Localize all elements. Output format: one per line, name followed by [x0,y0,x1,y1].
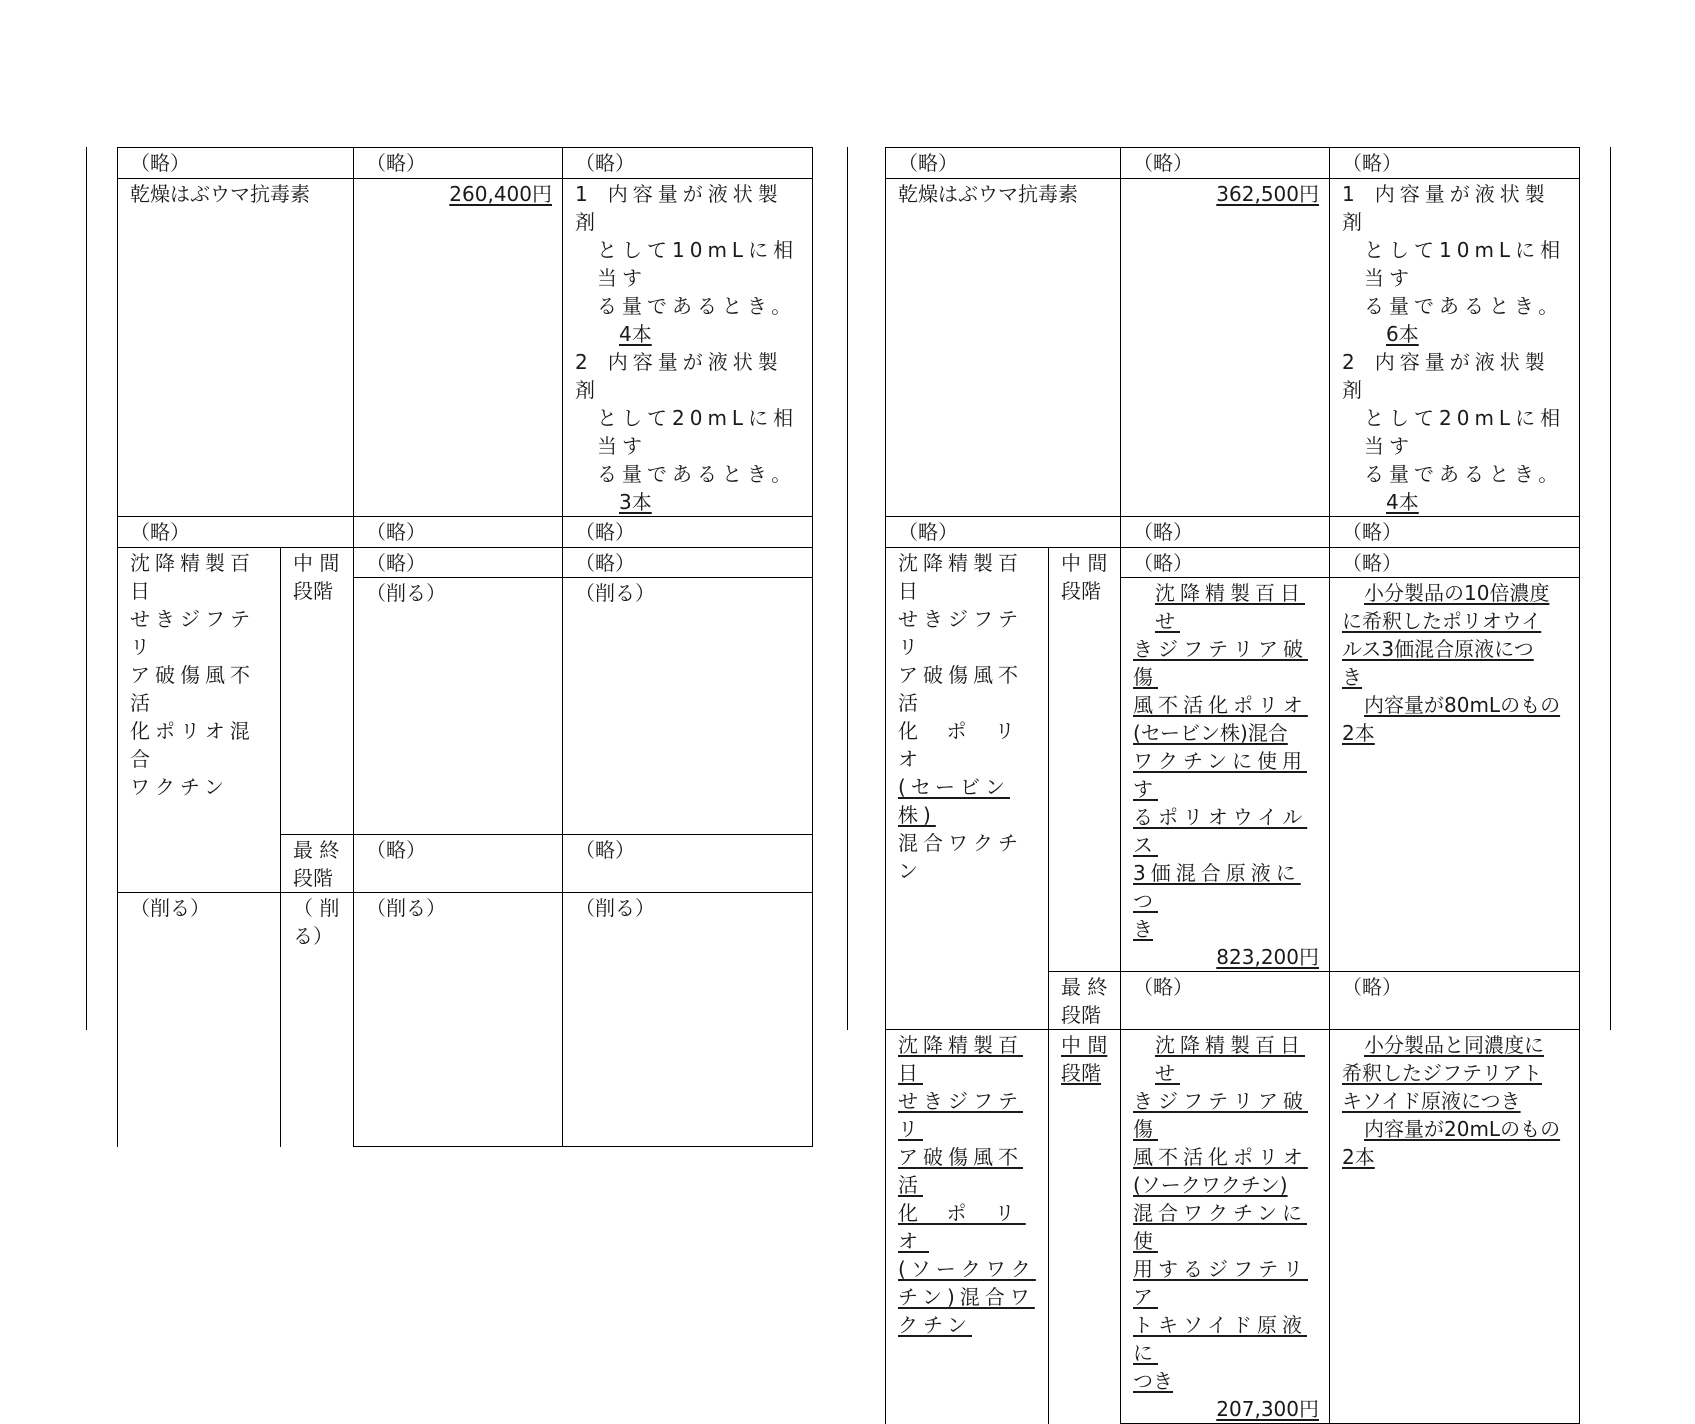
description-line: トキソイド原液に [1133,1313,1307,1365]
condition-line: る量であるとき。 [1364,294,1564,318]
stage-line: 中 間 [1061,1033,1108,1057]
product-name: 乾燥はぶウマ抗毒素 [118,179,354,517]
stage-line: 段階 [293,579,333,603]
quantity-line [1342,320,1569,348]
description-line: 用するジフテリア [1133,1257,1308,1309]
cell-omitted: （略） [1121,548,1330,578]
price-line [1133,1395,1319,1423]
condition-line: る量であるとき。 [597,294,797,318]
quantity: 2本 [1342,721,1375,745]
conditions-cell [1330,179,1580,517]
table-row [886,179,1580,517]
vaccine-name-line: せきジフテリ [130,607,255,659]
stage-line: 段階 [1061,1003,1101,1027]
quantity: 4本 [1386,490,1419,514]
table-row [886,517,1580,548]
cell-omitted: （略） [1330,148,1580,179]
stage-final [281,835,354,893]
stage-line: る） [293,924,333,948]
condition-line [575,180,802,236]
quantity-line [575,320,802,348]
condition-number: 2 [1342,350,1355,374]
condition-line: キソイド原液につき [1342,1089,1521,1113]
stage-line: 中 間 [1061,551,1108,575]
cell-omitted: （略） [1330,517,1580,548]
condition-line: る量であるとき。 [597,462,797,486]
vaccine-name-line: せきジフテリ [898,1089,1023,1141]
condition-line: として10mLに相当す [597,238,799,290]
stage-intermediate [1049,548,1121,972]
stage-line: 段階 [1061,579,1101,603]
stage-intermediate [1049,1030,1121,1424]
condition-line: 小分製品と同濃度に [1364,1033,1544,1057]
condition-line: き [1342,665,1362,689]
stage-line: 最 終 [1061,975,1108,999]
condition-line: として10mLに相当す [1364,238,1566,290]
stage-line: 中 間 [293,551,340,575]
condition-text: 内容量が液状製剤 [1342,182,1550,234]
cell-omitted: （略） [354,548,563,578]
cell-deleted: （削る） [354,893,563,1147]
vaccine-name-line: 混合ワクチン [898,831,1023,883]
table-row [886,1030,1580,1424]
cell-deleted: （削る） [118,893,281,1147]
price: 362,500円 [1216,182,1319,206]
table-row [886,148,1580,179]
cell-omitted: （略） [1121,972,1330,1030]
page-rule-center [847,147,848,1030]
product-name: 乾燥はぶウマ抗毒素 [886,179,1121,517]
table-row [118,517,813,548]
vaccine-name-line: せきジフテリ [898,607,1023,659]
cell-omitted: （略） [563,517,813,548]
description-line: 風不活化ポリオ [1133,1145,1308,1169]
stage-line: 段階 [293,866,333,890]
condition-text: 内容量が液状製剤 [575,182,783,234]
vaccine-name [118,548,281,893]
stage-line: 最 終 [293,838,340,862]
vaccine-name [886,548,1049,1030]
vaccine-name-line: ワクチン [130,775,229,799]
page-rule-left [86,147,87,1030]
cell-omitted: （略） [886,517,1121,548]
cell-omitted: （略） [1330,548,1580,578]
condition-text: 内容量が液状製剤 [575,350,783,402]
cell-omitted: （略） [563,148,813,179]
description-line: き [1133,917,1153,941]
description-line: るポリオウイルス [1133,805,1308,857]
cell-omitted: （略） [1121,517,1330,548]
condition-line: ルス3価混合原液につ [1342,637,1534,661]
condition-line: 希釈したジフテリアト [1342,1061,1542,1085]
condition-number: 1 [575,182,588,206]
description-line: きジフテリア破傷 [1133,1089,1308,1141]
table-before-revision [117,147,813,1147]
table-row [886,548,1580,578]
vaccine-name-line: 化 ポ リ オ [898,1201,1026,1253]
vaccine-name-line: 沈降精製百日 [898,1033,1023,1085]
description-line: (ソークワクチン) [1133,1173,1288,1197]
vaccine-name-line: (セービン株) [898,775,1011,827]
cell-omitted: （略） [118,148,354,179]
vaccine-name-line: ア破傷風不活 [898,1145,1023,1197]
cell-omitted: （略） [1330,972,1580,1030]
vaccine-name-line: 化 ポ リ オ [898,719,1026,771]
price-cell [354,179,563,517]
price: 207,300円 [1216,1397,1319,1421]
table-row [118,548,813,578]
table-after-revision [885,147,1580,1424]
price-line [1133,943,1319,971]
quantity: 3本 [619,490,652,514]
condition-line: として20mLに相当す [1364,406,1566,458]
cell-omitted: （略） [886,148,1121,179]
cell-omitted: （略） [563,835,813,893]
cell-omitted: （略） [354,148,563,179]
condition-line [1342,180,1569,236]
price: 260,400円 [449,182,552,206]
vaccine-name-line: チン)混合ワ [898,1285,1035,1309]
vaccine-name-line: (ソークワク [898,1257,1036,1281]
stage-intermediate [281,548,354,835]
page-rule-right [1610,147,1611,1030]
vaccine-name-line: 沈降精製百日 [130,551,255,603]
stage-line: （ 削 [293,896,340,920]
condition-number: 2 [575,350,588,374]
condition-text: 内容量が液状製剤 [1342,350,1550,402]
condition-line [1342,348,1569,404]
condition-line: 内容量が80mLのもの [1364,693,1561,717]
quantity: 6本 [1386,322,1419,346]
condition-line: に希釈したポリオウイ [1342,609,1542,633]
new-item-conditions [1330,578,1580,972]
cell-omitted: （略） [354,517,563,548]
cell-deleted: （削る） [354,578,563,835]
price-cell [1121,179,1330,517]
stage-deleted [281,893,354,1147]
description-line: 沈降精製百日せ [1155,581,1305,633]
condition-line: 小分製品の10倍濃度 [1364,581,1550,605]
cell-omitted: （略） [563,548,813,578]
stage-final [1049,972,1121,1030]
conditions-cell [563,179,813,517]
condition-line: として20mLに相当す [597,406,799,458]
quantity: 4本 [619,322,652,346]
table-row [118,893,813,1147]
condition-line: 内容量が20mLのもの [1364,1117,1561,1141]
description-line: 3価混合原液につ [1133,861,1301,913]
cell-omitted: （略） [1121,148,1330,179]
quantity-line [1342,488,1569,516]
condition-number: 1 [1342,182,1355,206]
new-item-conditions [1330,1030,1580,1424]
cell-omitted: （略） [354,835,563,893]
price: 823,200円 [1216,945,1319,969]
condition-line [575,348,802,404]
vaccine-name-line: 化ポリオ混合 [130,719,255,771]
vaccine-name-line: ア破傷風不活 [130,663,255,715]
vaccine-name-line: ア破傷風不活 [898,663,1023,715]
quantity: 2本 [1342,1145,1375,1169]
condition-line: る量であるとき。 [1364,462,1564,486]
vaccine-name [886,1030,1049,1424]
description-line: つき [1133,1369,1173,1393]
description-line: (セービン株)混合 [1133,721,1288,745]
cell-deleted: （削る） [563,893,813,1147]
cell-deleted: （削る） [563,578,813,835]
description-line: 風不活化ポリオ [1133,693,1308,717]
cell-omitted: （略） [118,517,354,548]
table-row [118,179,813,517]
quantity-line [575,488,802,516]
description-line: ワクチンに使用す [1133,749,1307,801]
description-line: きジフテリア破傷 [1133,637,1308,689]
stage-line: 段階 [1061,1061,1101,1085]
new-item-description [1121,578,1330,972]
description-line: 沈降精製百日せ [1155,1033,1305,1085]
new-item-description [1121,1030,1330,1424]
vaccine-name-line: 沈降精製百日 [898,551,1023,603]
table-row [118,148,813,179]
description-line: 混合ワクチンに使 [1133,1201,1307,1253]
vaccine-name-line: クチン [898,1313,972,1337]
